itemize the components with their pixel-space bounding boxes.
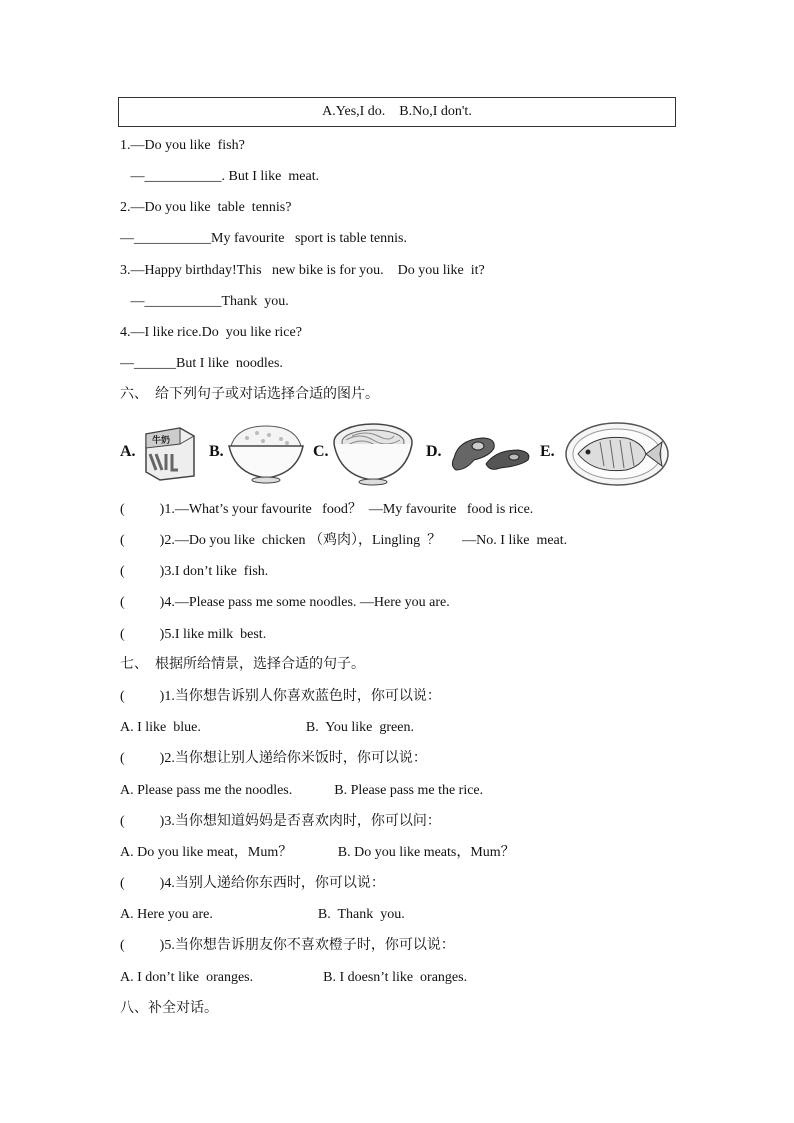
s5-line-4: —___________My favourite sport is table tennis.: [120, 231, 407, 246]
label-c: C.: [313, 443, 329, 460]
milk-carton-image: [140, 424, 200, 482]
s6-item-4: ( )4.—Please pass me some noodles. —Here you are.: [120, 595, 450, 610]
s7-line-6: A. Do you like meat，Mum？ B. Do you like meats，Mum？: [120, 845, 515, 860]
label-e: E.: [540, 443, 555, 460]
noodle-bowl-image: [332, 422, 414, 486]
s5-line-3: 2.—Do you like table tennis?: [120, 200, 292, 215]
s7-line-4: A. Please pass me the noodles. B. Please pass me the rice.: [120, 783, 484, 798]
label-d: D.: [426, 443, 442, 460]
s5-line-7: 4.—I like rice.Do you like rice?: [120, 325, 302, 340]
meat-image: [448, 430, 532, 476]
s7-line-2: A. I like blue. B. You like green.: [120, 720, 414, 735]
s6-item-1: ( )1.—What’s your favourite food？ —My favourite food is rice.: [120, 502, 534, 517]
section6-title: 六、 给下列句子或对话选择合适的图片。: [120, 387, 379, 402]
s5-line-6: —___________Thank you.: [120, 294, 289, 309]
section8-title: 八、补全对话。: [120, 1001, 218, 1016]
label-b: B.: [209, 443, 224, 460]
s7-line-7: ( )4.当别人递给你东西时，你可以说：: [120, 876, 385, 891]
s7-line-1: ( )1.当你想告诉别人你喜欢蓝色时，你可以说：: [120, 689, 441, 704]
options-box: [118, 97, 676, 127]
s6-item-5: ( )5.I like milk best.: [120, 627, 267, 642]
svg-text:牛奶: 牛奶: [152, 436, 171, 446]
s7-line-9: ( )5.当你想告诉朋友你不喜欢橙子时，你可以说：: [120, 938, 455, 953]
rice-bowl-image: [227, 422, 305, 484]
label-a: A.: [120, 443, 136, 460]
section7-title: 七、 根据所给情景，选择合适的句子。: [120, 657, 365, 672]
s7-line-3: ( )2.当你想让别人递给你米饭时，你可以说：: [120, 751, 427, 766]
s6-item-2: ( )2.—Do you like chicken （鸡肉），Lingling ？ —No. I like meat.: [120, 533, 568, 548]
s7-line-8: A. Here you are. B. Thank you.: [120, 907, 405, 922]
fish-plate-image: [564, 420, 670, 488]
s5-line-8: —______But I like noodles.: [120, 356, 283, 371]
s5-line-5: 3.—Happy birthday!This new bike is for you. Do you like it?: [120, 263, 485, 278]
s5-line-1: 1.—Do you like fish?: [120, 138, 245, 153]
s7-line-5: ( )3.当你想知道妈妈是否喜欢肉时，你可以问：: [120, 814, 441, 829]
options-text: A.Yes,I do. B.No,I don't.: [322, 104, 472, 119]
s5-line-2: —___________. But I like meat.: [120, 169, 320, 184]
s7-line-10: A. I don’t like oranges. B. I doesn’t like oranges.: [120, 970, 468, 985]
s6-item-3: ( )3.I don’t like fish.: [120, 564, 269, 579]
